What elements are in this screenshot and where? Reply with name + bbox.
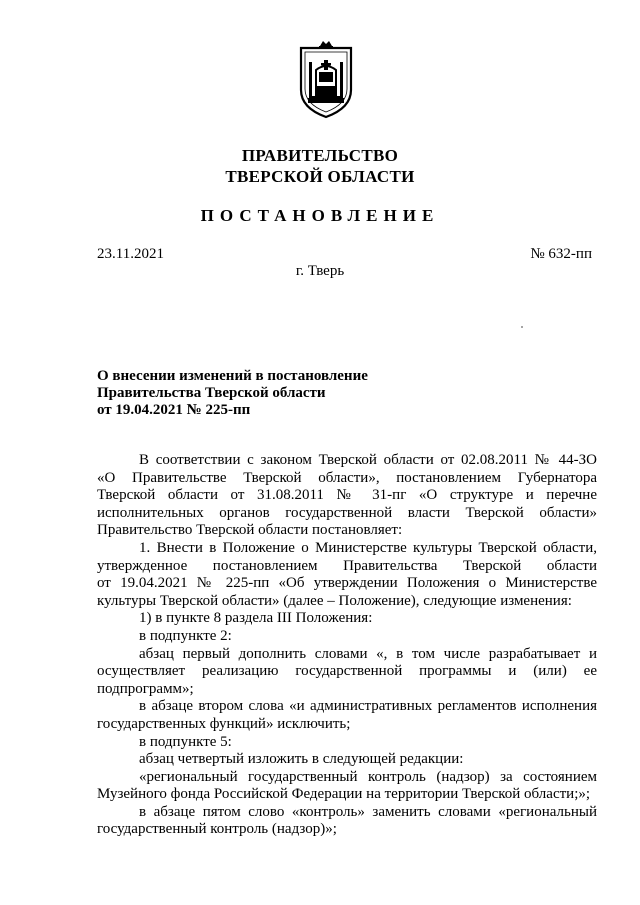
tver-coat-of-arms-icon [295,40,357,120]
body-line: исполнительных органов государственной власти Тверской области» [97,504,597,521]
subject-line: от 19.04.2021 № 225-пп [97,402,251,418]
scan-speck [521,326,523,328]
body-line: «О Правительстве Тверской области», постановлением Губернатора [97,469,597,486]
document-date: 23.11.2021 [97,246,164,262]
org-name-line1: ПРАВИТЕЛЬСТВО [241,146,399,165]
body-line: В соответствии с законом Тверской области от 02.08.2011 № 44-ЗО [139,452,597,468]
body-line: утвержденное постановлением Правительства Тверской области [97,557,597,574]
body-line: 1) в пункте 8 раздела III Положения: [139,610,373,627]
body-line: в подпункте 2: [139,627,232,644]
body-line: в абзаце пятом слово «контроль» заменить словами «региональный [139,803,597,820]
body-line: в подпункте 5: [139,733,232,750]
body-line: Правительство Тверской области постановляет: [97,522,403,539]
document-subject [97,368,368,419]
body-line: Тверской области от 31.08.2011 № 31-пг «О структуре и перечне [97,487,597,504]
org-name-line2: ТВЕРСКОЙ ОБЛАСТИ [225,167,415,186]
body-line: «региональный государственный контроль (надзор) за состоянием [139,768,597,785]
body-line: осуществляет реализацию государственной программы и (или) ее [97,663,597,680]
document-type: ПОСТАНОВЛЕНИЕ [200,206,440,225]
body-line: в абзаце втором слова «и административных регламентов исполнения [139,698,597,715]
document-city: г. Тверь [295,263,345,279]
document-body [97,452,597,839]
body-line: от 19.04.2021 № 225-пп «Об утверждении Положения о Министерстве [97,575,597,592]
body-line: абзац четвертый изложить в следующей редакции: [139,751,464,768]
body-line: государственных функций» исключить; [97,715,351,732]
body-line: Музейного фонда Российской Федерации на территории Тверской области;»; [97,786,591,803]
subject-line: Правительства Тверской области [97,385,326,401]
body-line: 1. Внести в Положение о Министерстве культуры Тверской области, [139,539,597,556]
document-number: № 632-пп [530,246,592,262]
body-line: подпрограмм»; [97,680,194,697]
body-line: культуры Тверской области» (далее – Положение), следующие изменения: [97,592,572,609]
body-line: абзац первый дополнить словами «, в том числе разрабатывает и [139,645,597,662]
body-line: государственный контроль (надзор)»; [97,821,337,838]
subject-line: О внесении изменений в постановление [97,368,368,384]
